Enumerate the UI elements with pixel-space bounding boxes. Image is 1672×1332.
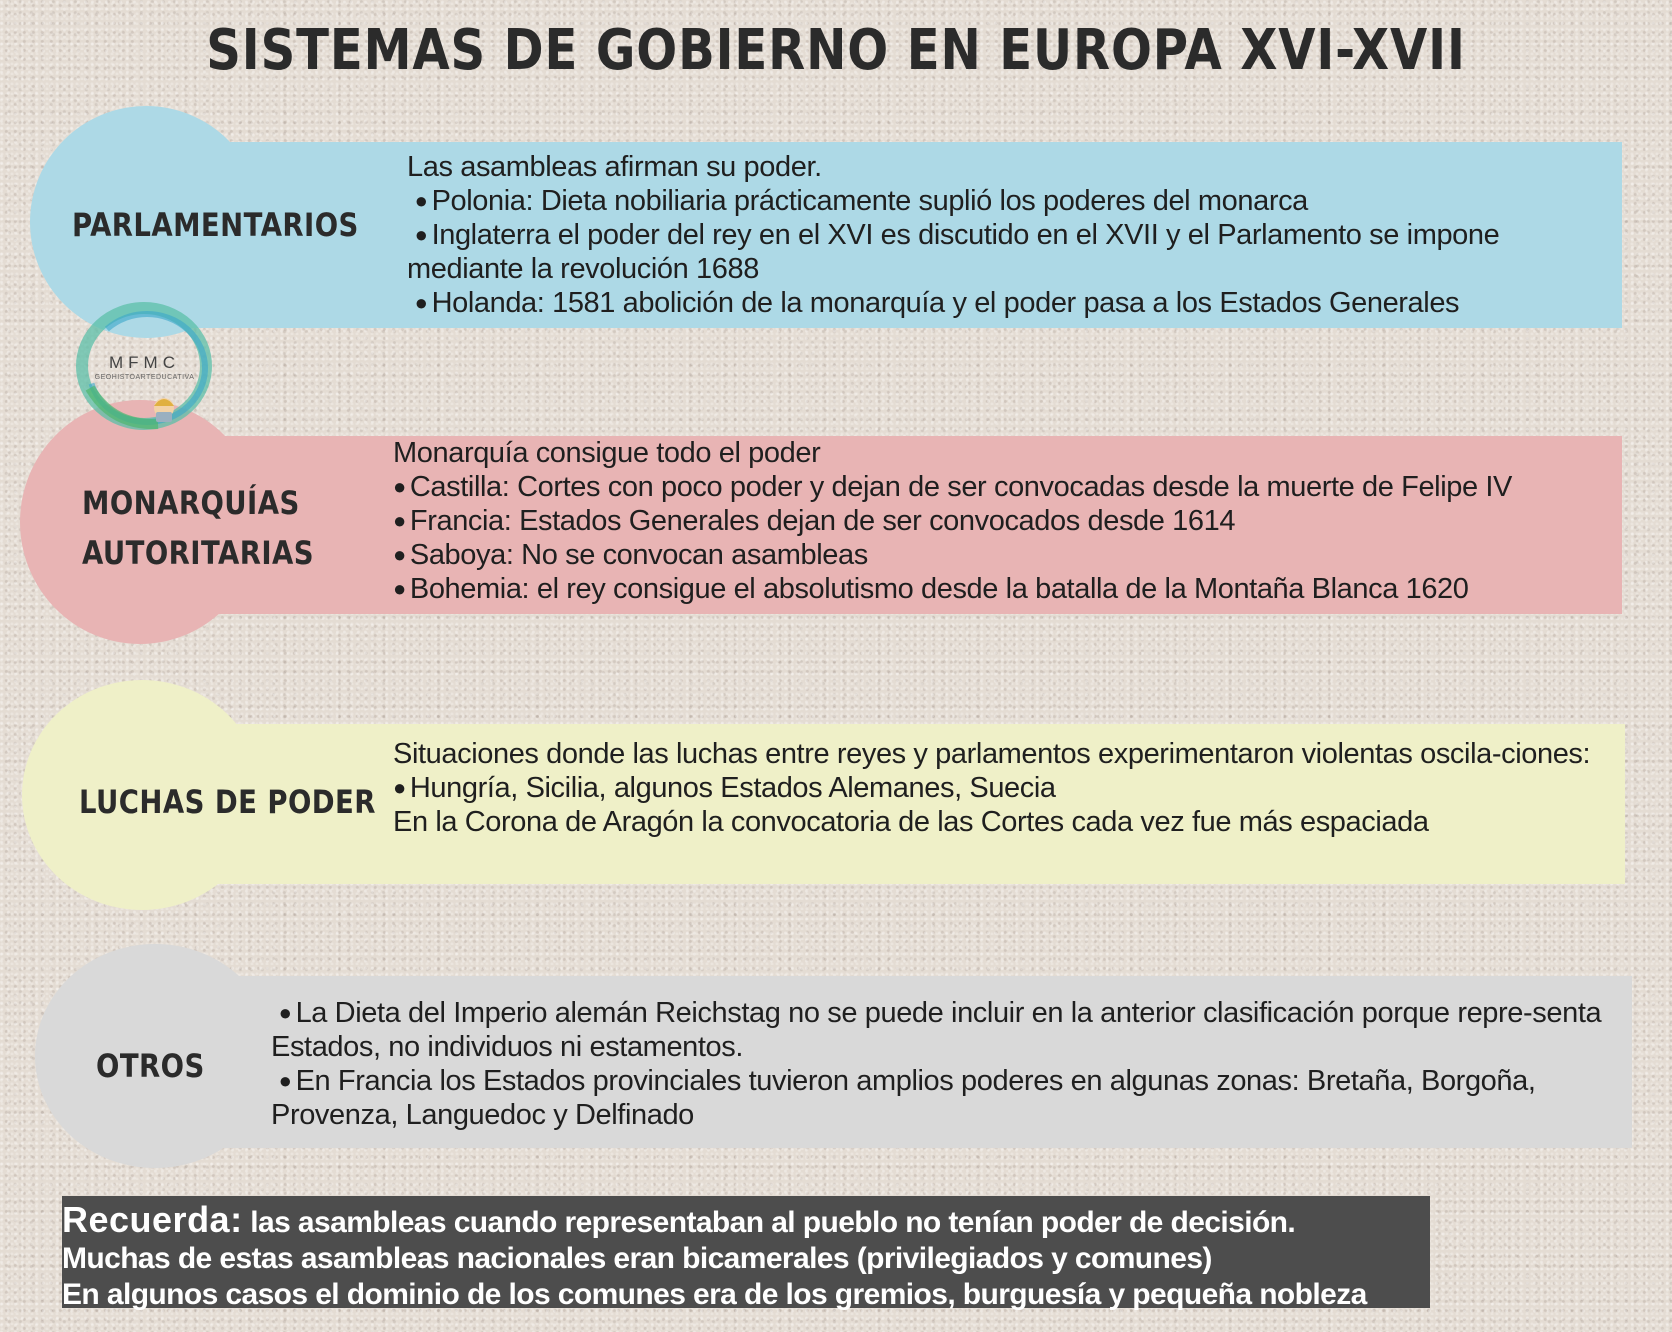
section-label-line1: MONARQUÍAS — [82, 484, 300, 522]
bullet-icon: ● — [278, 1000, 292, 1025]
remember-line: las asambleas cuando representaban al pueblo no tenían poder de decisión. — [242, 1206, 1296, 1239]
page-title: SISTEMAS DE GOBIERNO EN EUROPA XVI-XVII — [206, 18, 1466, 83]
intro-text: Monarquía consigue todo el poder — [393, 437, 821, 469]
list-item: La Dieta del Imperio alemán Reichstag no se puede incluir en la anterior clasificación porque repre-senta Estados, no individuos ni estamentos. — [271, 997, 1602, 1063]
list-item: Francia: Estados Generales dejan de ser convocados desde 1614 — [409, 505, 1236, 537]
section-label: LUCHAS DE PODER — [79, 783, 376, 821]
list-item: Bohemia: el rey consigue el absolutismo desde la batalla de la Montaña Blanca 1620 — [409, 573, 1469, 605]
section-label-line2: AUTORITARIAS — [82, 534, 315, 572]
section-label: PARLAMENTARIOS — [72, 206, 359, 244]
remember-box — [62, 1196, 1430, 1311]
list-item: Saboya: No se convocan asambleas — [409, 539, 868, 571]
section-content — [271, 996, 1633, 1132]
section-content — [393, 737, 1593, 839]
list-item: Holanda: 1581 abolición de la monarquía y el poder pasa a los Estados Generales — [431, 287, 1460, 319]
bullet-icon: ● — [414, 222, 428, 247]
bullet-icon: ● — [414, 188, 428, 213]
section-content — [407, 150, 1607, 320]
list-item: Castilla: Cortes con poco poder y dejan de ser convocadas desde la muerte de Felipe IV — [409, 471, 1512, 503]
section-label: OTROS — [96, 1047, 205, 1085]
list-item: Hungría, Sicilia, algunos Estados Alemanes, Suecia — [409, 772, 1056, 804]
remember-line: En algunos casos el dominio de los comunes era de los gremios, burguesía y pequeña nobleza — [62, 1278, 1367, 1311]
outro-text: En la Corona de Aragón la convocatoria de las Cortes cada vez fue más espaciada — [393, 806, 1429, 838]
bullet-icon: ● — [393, 474, 406, 499]
bullet-icon: ● — [278, 1068, 292, 1093]
bullet-icon: ● — [393, 576, 406, 601]
intro-text: Situaciones donde las luchas entre reyes y parlamentos experimentaron violentas oscila-ciones: — [393, 738, 1591, 770]
list-item: Inglaterra el poder del rey en el XVI es discutido en el XVII y el Parlamento se impone mediante la revolución 1688 — [407, 219, 1500, 285]
bullet-icon: ● — [393, 775, 406, 800]
bullet-icon: ● — [393, 542, 406, 567]
logo — [72, 298, 222, 438]
logo-subtitle: GEOHISTOARTEDUCATIVA — [94, 374, 195, 381]
bullet-icon: ● — [393, 508, 406, 533]
section-content — [393, 436, 1623, 606]
list-item: Polonia: Dieta nobiliaria prácticamente suplió los poderes del monarca — [431, 185, 1308, 217]
list-item: En Francia los Estados provinciales tuvieron amplios poderes en algunas zonas: Bretaña, Borgoña, Provenza, Languedoc y Delfinado — [271, 1065, 1536, 1131]
remember-heading: Recuerda: — [62, 1199, 243, 1240]
bullet-icon: ● — [414, 290, 428, 315]
logo-text: MFMC — [109, 353, 180, 372]
remember-line: Muchas de estas asambleas nacionales eran bicamerales (privilegiados y comunes) — [62, 1242, 1212, 1275]
intro-text: Las asambleas afirman su poder. — [407, 151, 822, 183]
